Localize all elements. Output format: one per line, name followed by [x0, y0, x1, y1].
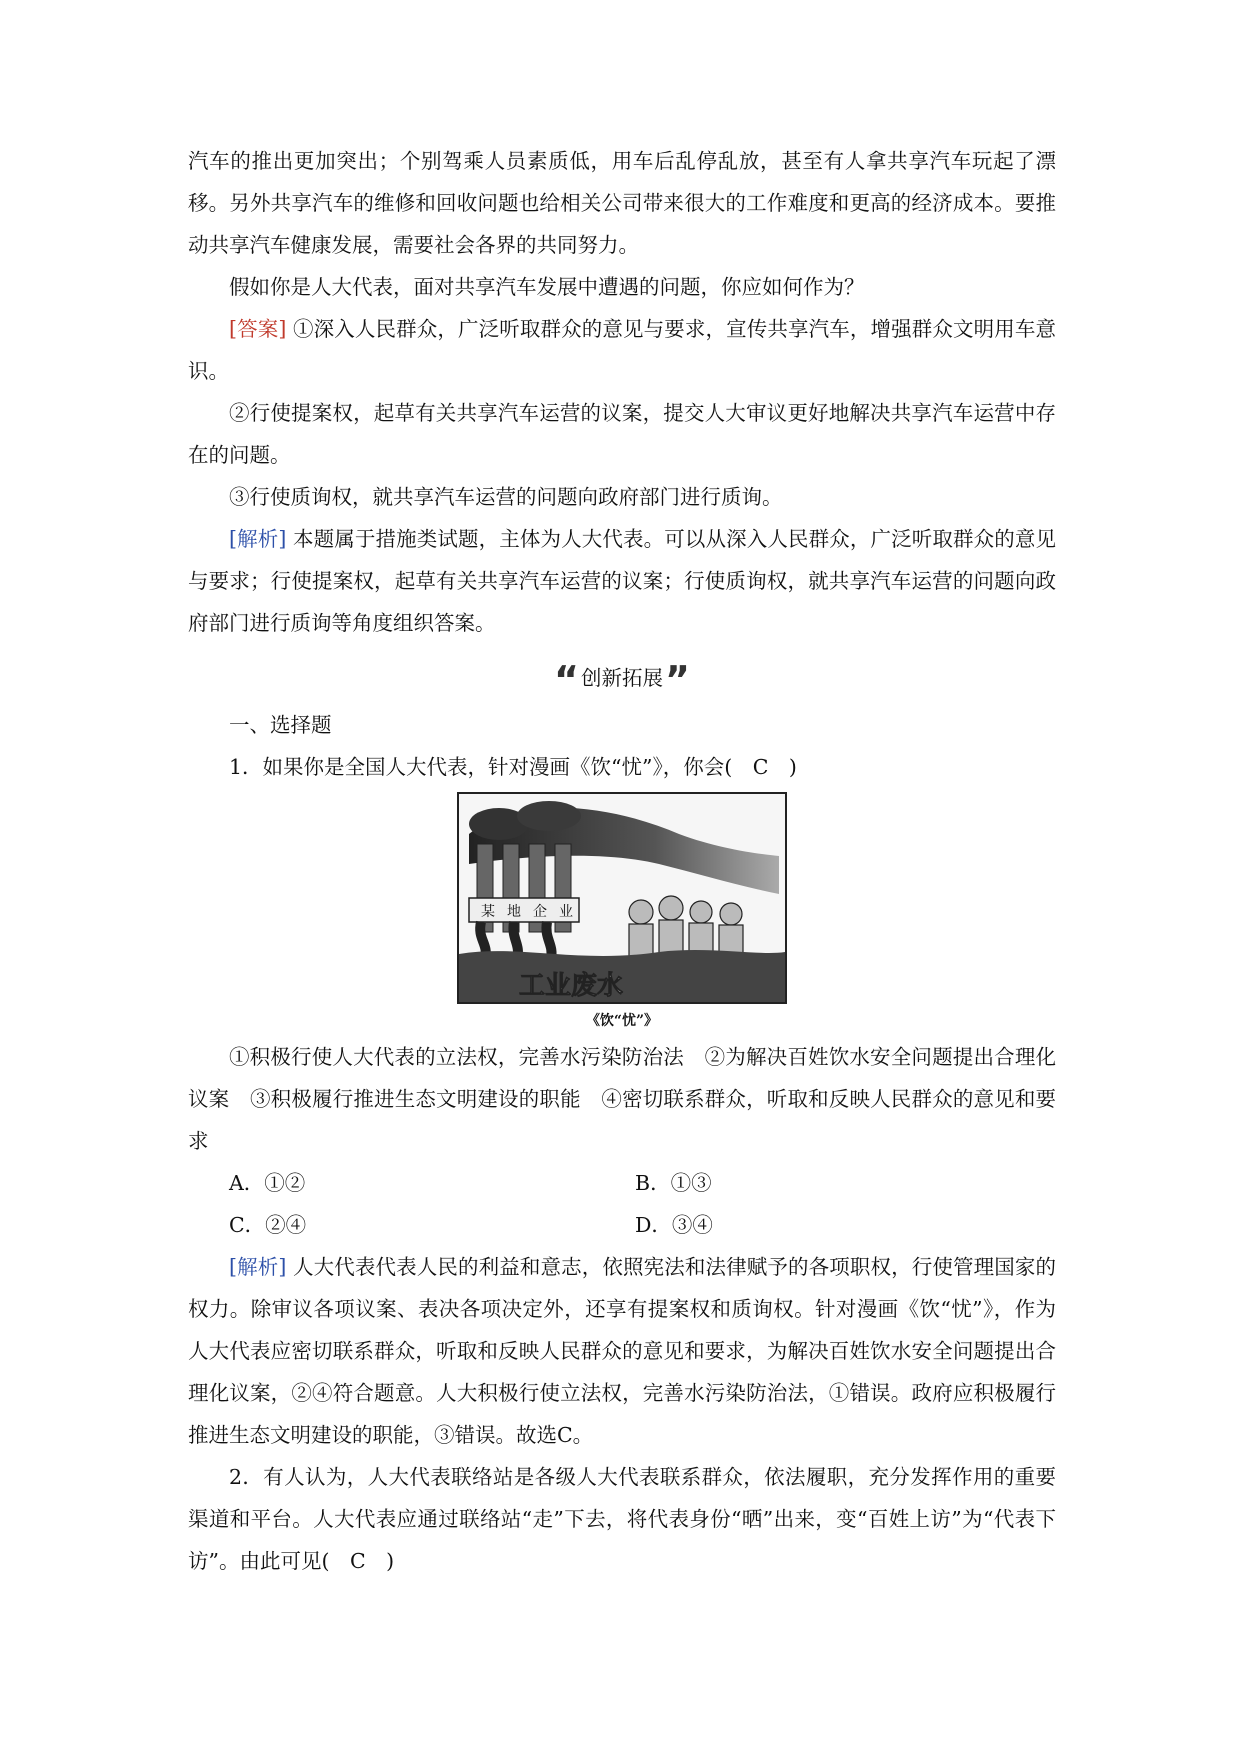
cartoon-image — [457, 792, 787, 1004]
question-1-statements: ①积极行使人大代表的立法权，完善水污染防治法 ②为解决百姓饮水安全问题提出合理化议案 ③积极履行推进生态文明建设的职能 ④密切联系群众，听取和反映人民群众的意见和要求 — [188, 1045, 1056, 1153]
option-b: B．①③ — [635, 1171, 712, 1195]
option-d: D．③④ — [635, 1213, 713, 1237]
analysis-text-2: 人大代表代表人民的利益和意志，依照宪法和法律赋予的各项职权，行使管理国家的权力。除审议各项议案、表决各项决定外，还享有提案权和质询权。针对漫画《饮“忧”》，作为人大代表应密切联系群众，听取和反映人民群众的意见和要求，为解决百姓饮水安全问题提出合理化议案，②④符合题意。人大积极行使立法权，完善水污染防治法，①错误。政府应积极履行推进生态文明建设的职能，③错误。故选C。 — [188, 1255, 1056, 1447]
question-1-options-row-2 — [188, 1204, 1056, 1246]
analysis-tag: [解析] — [229, 527, 287, 551]
answer-text-1: ①深入人民群众，广泛听取群众的意见与要求，宣传共享汽车，增强群众文明用车意识。 — [188, 317, 1056, 383]
analysis-paragraph-1 — [188, 518, 1056, 644]
section-banner — [188, 650, 1056, 702]
cartoon-water-label: 工业废水 — [519, 971, 624, 1001]
answer-tag: [答案] — [229, 317, 287, 341]
close-quote-icon: ” — [665, 658, 690, 702]
top-paragraph: 汽车的推出更加突出；个别驾乘人员素质低，用车后乱停乱放，甚至有人拿共享汽车玩起了漂移。另外共享汽车的维修和回收问题也给相关公司带来很大的工作难度和更高的经济成本。要推动共享汽车健康发展，需要社会各界的共同努力。 — [188, 149, 1056, 257]
cartoon-sign-2: 地 — [507, 904, 521, 920]
cartoon-sign-1: 某 — [481, 904, 495, 920]
analysis-tag-2: [解析] — [229, 1255, 287, 1279]
cartoon-figure — [188, 792, 1056, 1030]
answer-paragraph-1 — [188, 308, 1056, 392]
cartoon-sign-4: 业 — [559, 904, 573, 920]
open-quote-icon: “ — [554, 658, 579, 702]
document-page — [188, 140, 1056, 1582]
question-2-stem: 2．有人认为，人大代表联络站是各级人大代表联系群众，依法履职，充分发挥作用的重要渠道和平台。人大代表应通过联络站“走”下去，将代表身份“晒”出来，变“百姓上访”为“代表下访”。由此可见( C ) — [188, 1465, 1056, 1573]
answer-paragraph-2: ②行使提案权，起草有关共享汽车运营的议案，提交人大审议更好地解决共享汽车运营中存在的问题。 — [188, 401, 1056, 467]
cartoon-sign-3: 企 — [533, 904, 547, 920]
question-1-stem: 1．如果你是全国人大代表，针对漫画《饮“忧”》，你会( C ) — [229, 755, 797, 779]
section-heading: 一、选择题 — [229, 713, 332, 737]
question-1-options-row-1 — [188, 1162, 1056, 1204]
cartoon-caption: 《饮“忧”》 — [585, 1013, 659, 1029]
analysis-text-1: 本题属于措施类试题，主体为人大代表。可以从深入人民群众，广泛听取群众的意见与要求；行使提案权，起草有关共享汽车运营的议案；行使质询权，就共享汽车运营的问题向政府部门进行质询等角度组织答案。 — [188, 527, 1056, 635]
option-c: C．②④ — [229, 1213, 307, 1237]
question-1-analysis — [188, 1246, 1056, 1456]
answer-paragraph-3: ③行使质询权，就共享汽车运营的问题向政府部门进行质询。 — [229, 485, 783, 509]
question-text: 假如你是人大代表，面对共享汽车发展中遭遇的问题，你应如何作为？ — [229, 275, 865, 299]
option-a: A．①② — [229, 1171, 306, 1195]
cartoon-drawing — [459, 794, 785, 1002]
section-banner-title: 创新拓展 — [581, 666, 663, 690]
